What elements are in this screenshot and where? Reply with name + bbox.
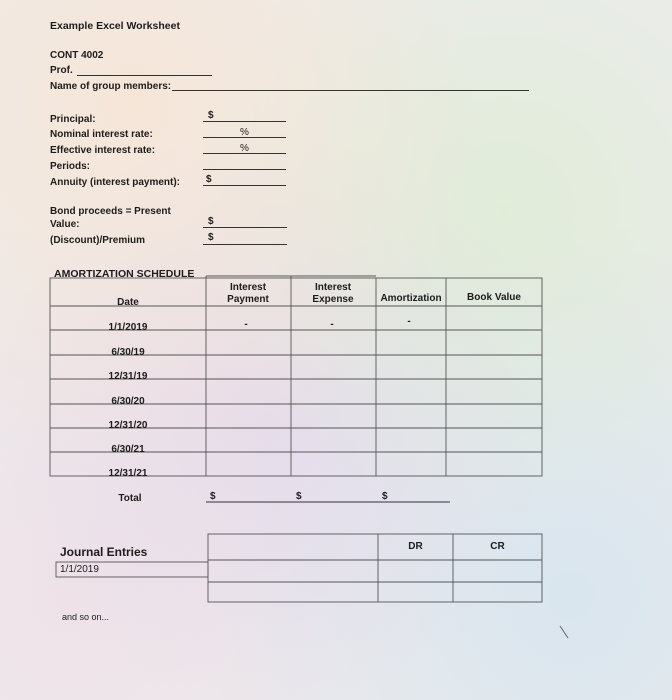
row-date-6: 6/30/21 — [111, 443, 145, 455]
row-date-1: 1/1/2019 — [108, 321, 148, 333]
col-book-value: Book Value — [467, 291, 521, 303]
annuity-line — [203, 185, 286, 186]
first-row-mark-amortization: - — [407, 315, 411, 327]
principal-dollar: $ — [208, 110, 214, 121]
discount-premium-label: (Discount)/Premium — [50, 235, 146, 246]
row-date-4: 6/30/20 — [111, 395, 145, 407]
col-interest-expense: Interest Expense — [312, 281, 354, 305]
periods-line — [203, 169, 286, 170]
prof-line — [77, 75, 212, 76]
prof-label: Prof. — [50, 65, 73, 76]
total-amortization-dollar: $ — [382, 491, 388, 502]
annuity-label: Annuity (interest payment): — [50, 177, 181, 188]
journal-dr-header: DR — [408, 540, 423, 552]
journal-cr-header: CR — [490, 540, 505, 552]
total-expense-dollar: $ — [296, 491, 302, 502]
group-members-line — [172, 90, 529, 91]
journal-title: Journal Entries — [60, 545, 148, 559]
nominal-rate-label: Nominal interest rate: — [50, 129, 153, 140]
bond-proceeds-label-2: Value: — [50, 219, 80, 230]
discount-dollar: $ — [208, 232, 214, 243]
bond-proceeds-dollar: $ — [208, 216, 214, 227]
periods-label: Periods: — [50, 161, 91, 172]
col-amortization: Amortization — [380, 292, 442, 304]
schedule-title: AMORTIZATION SCHEDULE — [54, 268, 195, 280]
worksheet-title: Example Excel Worksheet — [50, 20, 180, 32]
col-date: Date — [117, 296, 139, 308]
principal-line — [203, 121, 286, 122]
effective-percent: % — [240, 143, 249, 154]
total-label: Total — [118, 492, 142, 504]
journal-date: 1/1/2019 — [60, 564, 99, 575]
bond-proceeds-line — [203, 227, 287, 228]
group-members-label: Name of group members: — [50, 81, 172, 92]
effective-rate-label: Effective interest rate: — [50, 145, 156, 156]
nominal-line — [203, 137, 286, 138]
row-date-7: 12/31/21 — [108, 467, 148, 479]
discount-line — [203, 244, 287, 245]
course-code: CONT 4002 — [50, 50, 104, 61]
first-row-mark-expense: - — [330, 318, 334, 330]
principal-label: Principal: — [50, 114, 96, 125]
bond-proceeds-label: Bond proceeds = Present — [50, 206, 171, 217]
first-row-mark-payment: - — [244, 318, 248, 330]
total-payment-dollar: $ — [210, 491, 216, 502]
row-date-5: 12/31/20 — [108, 419, 148, 431]
col-interest-payment: Interest Payment — [227, 281, 269, 305]
row-date-3: 12/31/19 — [108, 370, 148, 382]
nominal-percent: % — [240, 127, 249, 138]
footer-note: and so on... — [62, 612, 110, 622]
row-date-2: 6/30/19 — [111, 346, 145, 358]
annuity-dollar: $ — [206, 174, 212, 185]
effective-line — [203, 153, 286, 154]
